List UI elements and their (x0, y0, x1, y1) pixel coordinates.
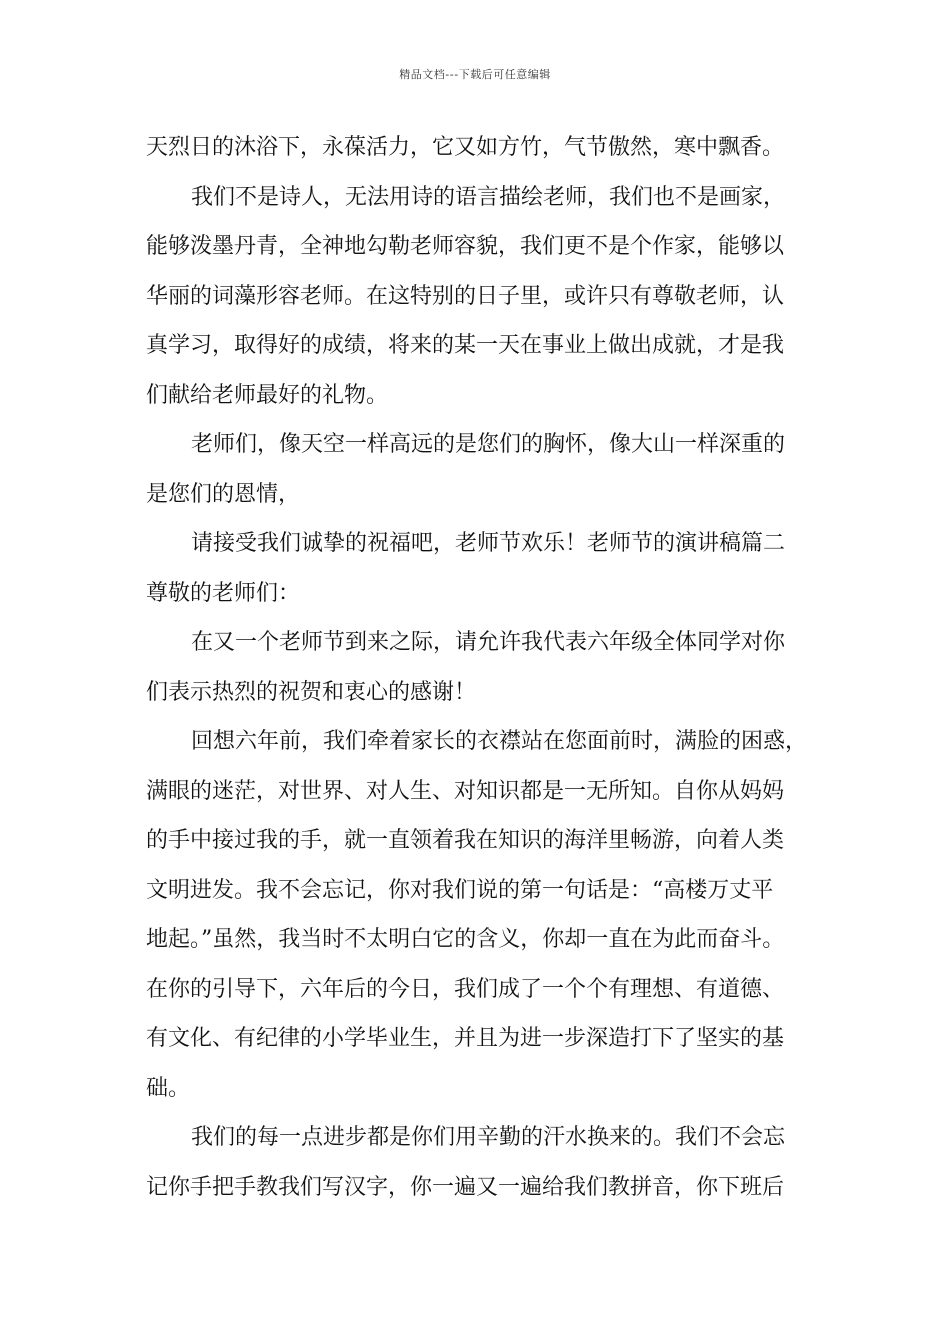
text-line: 记你手把手教我们写汉字，你一遍又一遍给我们教拼音，你下班后 (146, 1175, 785, 1200)
text-line: 老师们，像天空一样高远的是您们的胸怀，像大山一样深重的 (191, 432, 786, 457)
text-line: 础。 (146, 1076, 191, 1101)
text-line: 真学习，取得好的成绩，将来的某一天在事业上做出成就，才是我 (146, 333, 785, 358)
text-line: 我们不是诗人，无法用诗的语言描绘老师，我们也不是画家， (191, 185, 786, 210)
text-line: 天烈日的沐浴下，永葆活力，它又如方竹，气节傲然，寒中飘香。 (146, 135, 785, 160)
text-line: 在你的引导下，六年后的今日，我们成了一个个有理想、有道德、 (146, 977, 785, 1002)
text-line: 们献给老师最好的礼物。 (146, 383, 389, 408)
text-line: 华丽的词藻形容老师。在这特别的日子里，或许只有尊敬老师，认 (146, 284, 785, 309)
text-line: 们表示热烈的祝贺和衷心的感谢！ (146, 680, 477, 705)
page-header: 精品文档---下载后可任意编辑 (399, 68, 551, 81)
text-line: 尊敬的老师们： (146, 581, 301, 606)
text-line: 是您们的恩情， (146, 482, 301, 507)
text-line: 我们的每一点进步都是你们用辛勤的汗水换来的。我们不会忘 (191, 1125, 786, 1150)
text-line: 能够泼墨丹青，全神地勾勒老师容貌，我们更不是个作家，能够以 (146, 234, 785, 259)
text-line: 在又一个老师节到来之际，请允许我代表六年级全体同学对你 (191, 630, 786, 655)
text-line: 满眼的迷茫，对世界、对人生、对知识都是一无所知。自你从妈妈 (146, 779, 785, 804)
text-line: 地起。”虽然，我当时不太明白它的含义，你却一直在为此而奋斗。 (146, 927, 785, 952)
text-line: 请接受我们诚挚的祝福吧，老师节欢乐！老师节的演讲稿篇二 (191, 531, 786, 556)
text-line: 的手中接过我的手，就一直领着我在知识的海洋里畅游，向着人类 (146, 828, 785, 853)
text-line: 有文化、有纪律的小学毕业生，并且为进一步深造打下了坚实的基 (146, 1026, 785, 1051)
text-line: 文明进发。我不会忘记，你对我们说的第一句话是：“高楼万丈平 (146, 878, 774, 903)
text-line: 回想六年前，我们牵着家长的衣襟站在您面前时，满脸的困惑， (191, 729, 808, 754)
